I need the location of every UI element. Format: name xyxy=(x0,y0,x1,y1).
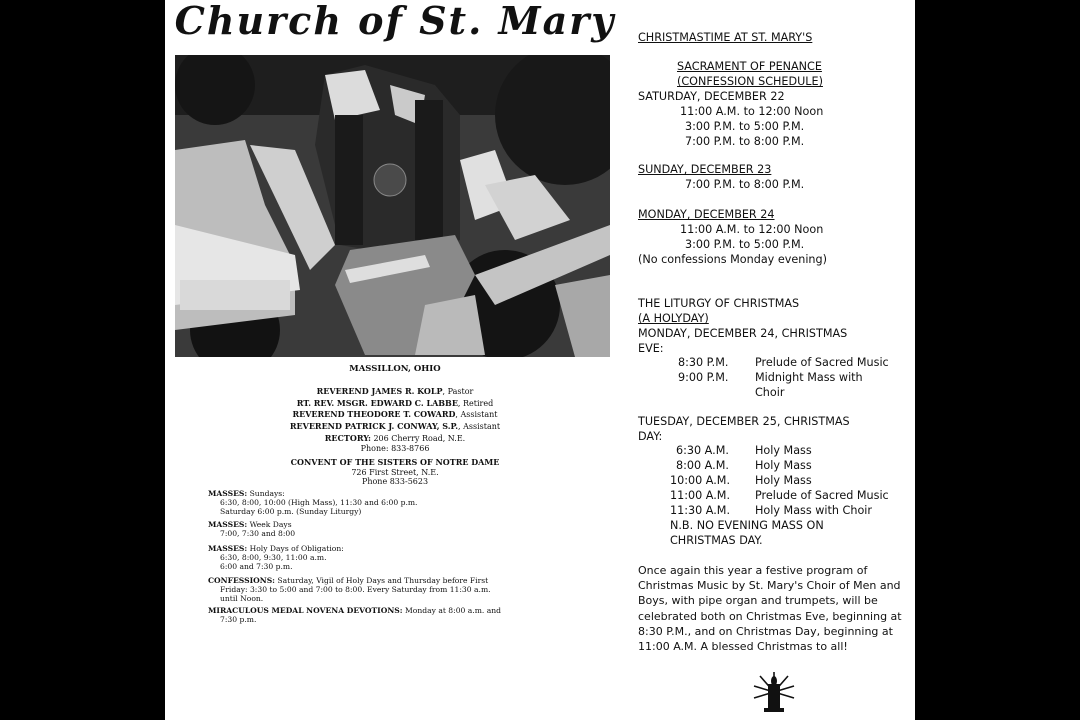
convent-info xyxy=(225,458,565,487)
candle-emblem-icon xyxy=(752,670,796,714)
penance-subtitle: (CONFESSION SCHEDULE) xyxy=(677,75,823,88)
clergy-row xyxy=(215,398,575,410)
right-column xyxy=(638,0,915,720)
day-event-desc: Prelude of Sacred Music xyxy=(755,489,889,502)
eve-event-time: 9:00 P.M. xyxy=(678,371,729,384)
saturday-label: SATURDAY, DECEMBER 22 xyxy=(638,90,785,103)
sunday-label: SUNDAY, DECEMBER 23 xyxy=(638,163,772,176)
left-column xyxy=(165,0,625,720)
clergy-row xyxy=(215,409,575,421)
christmas-heading: CHRISTMASTIME AT ST. MARY'S xyxy=(638,31,813,44)
day-line1: TUESDAY, DECEMBER 25, CHRISTMAS xyxy=(638,415,850,428)
monday-time: 3:00 P.M. to 5:00 P.M. xyxy=(685,238,805,251)
clergy-role: , Pastor xyxy=(442,387,474,396)
clergy-name: REVEREND JAMES R. KOLP xyxy=(316,386,443,396)
church-aerial-photo xyxy=(175,55,610,357)
penance-title: SACRAMENT OF PENANCE xyxy=(677,60,822,73)
sunday-time: 7:00 P.M. to 8:00 P.M. xyxy=(685,178,805,191)
convent-phone: Phone 833-5623 xyxy=(361,477,429,486)
eve-event-desc: Choir xyxy=(755,386,785,399)
clergy-role: , Assistant xyxy=(458,421,501,431)
saturday-time: 3:00 P.M. to 5:00 P.M. xyxy=(685,120,805,133)
nb-line1: N.B. NO EVENING MASS ON xyxy=(670,519,824,532)
schedule-weekday-masses: MASSES: Week Days 7:00, 7:30 and 8:00 xyxy=(208,520,296,539)
clergy-list xyxy=(215,386,575,432)
day-event-desc: Holy Mass with Choir xyxy=(755,504,873,517)
clergy-row xyxy=(215,386,575,398)
saturday-time: 7:00 P.M. to 8:00 P.M. xyxy=(685,135,805,148)
day-event-desc: Holy Mass xyxy=(755,444,812,457)
eve-event-time: 8:30 P.M. xyxy=(678,356,729,369)
day-event-desc: Holy Mass xyxy=(755,459,812,472)
monday-label: MONDAY, DECEMBER 24 xyxy=(638,208,775,221)
eve-event-desc: Prelude of Sacred Music xyxy=(755,356,889,369)
schedule-confessions: CONFESSIONS: Saturday, Vigil of Holy Days and Thursday before First Friday: 3:30 to 5:00 and 7:00 to 8:00. Every Saturday from 11:30 a.m. until Noon. xyxy=(208,576,491,604)
day-event-time: 11:30 A.M. xyxy=(670,504,731,517)
nb-line2: CHRISTMAS DAY. xyxy=(670,534,763,547)
clergy-row xyxy=(215,421,575,433)
rectory-address: 206 Cherry Road, N.E. xyxy=(373,434,466,443)
convent-label: CONVENT OF THE SISTERS OF NOTRE DAME xyxy=(290,457,500,467)
day-line2: DAY: xyxy=(638,430,663,443)
rectory-phone: Phone: 833-8766 xyxy=(360,443,430,453)
clergy-role: , Assistant xyxy=(455,410,498,419)
convent-address: 726 First Street, N.E. xyxy=(351,467,439,477)
clergy-name: REVEREND THEODORE T. COWARD xyxy=(292,409,456,419)
clergy-name: RT. REV. MSGR. EDWARD C. LABBE xyxy=(296,397,458,408)
day-event-desc: Holy Mass xyxy=(755,474,812,487)
liturgy-subtitle: (A HOLYDAY) xyxy=(638,312,709,325)
schedule-novena: MIRACULOUS MEDAL NOVENA DEVOTIONS: Monday at 8:00 a.m. and 7:30 p.m. xyxy=(208,606,502,625)
bulletin-page xyxy=(165,0,915,720)
closing-paragraph: Once again this year a festive program of Christmas Music by St. Mary's Choir of Men and Boys, with pipe organ and trumpets, will be celebrated both on Christmas Eve, beginning at 8:30 P.M., and on Christmas Day, beginning at 11:00 A.M. A blessed Christmas to all! xyxy=(638,564,902,654)
eve-line1: MONDAY, DECEMBER 24, CHRISTMAS xyxy=(638,327,848,340)
schedule-holyday-masses: MASSES: Holy Days of Obligation: 6:30, 8:00, 9:30, 11:00 a.m. 6:00 and 7:30 p.m. xyxy=(208,544,344,572)
clergy-name: REVEREND PATRICK J. CONWAY, S.P. xyxy=(289,420,459,431)
rectory-info xyxy=(225,434,565,453)
day-event-time: 6:30 A.M. xyxy=(676,444,729,457)
saturday-time: 11:00 A.M. to 12:00 Noon xyxy=(680,105,824,118)
eve-line2: EVE: xyxy=(638,342,664,355)
location-label: MASSILLON, OHIO xyxy=(349,364,441,374)
eve-event-desc: Midnight Mass with xyxy=(755,371,863,384)
day-event-time: 8:00 A.M. xyxy=(676,459,729,472)
monday-time: 11:00 A.M. to 12:00 Noon xyxy=(680,223,824,236)
rectory-label: RECTORY: xyxy=(324,433,371,443)
schedule-sunday-masses: MASSES: Sundays: 6:30, 8:00, 10:00 (High Mass), 11:30 and 6:00 p.m. Saturday 6:00 p.m. (Sunday Liturgy) xyxy=(208,489,418,517)
page-title: Church of St. Mary xyxy=(174,0,616,43)
clergy-role: , Retired xyxy=(457,398,494,408)
day-event-time: 10:00 A.M. xyxy=(670,474,731,487)
monday-note: (No confessions Monday evening) xyxy=(638,253,827,266)
liturgy-title: THE LITURGY OF CHRISTMAS xyxy=(638,297,800,310)
day-event-time: 11:00 A.M. xyxy=(670,489,731,502)
